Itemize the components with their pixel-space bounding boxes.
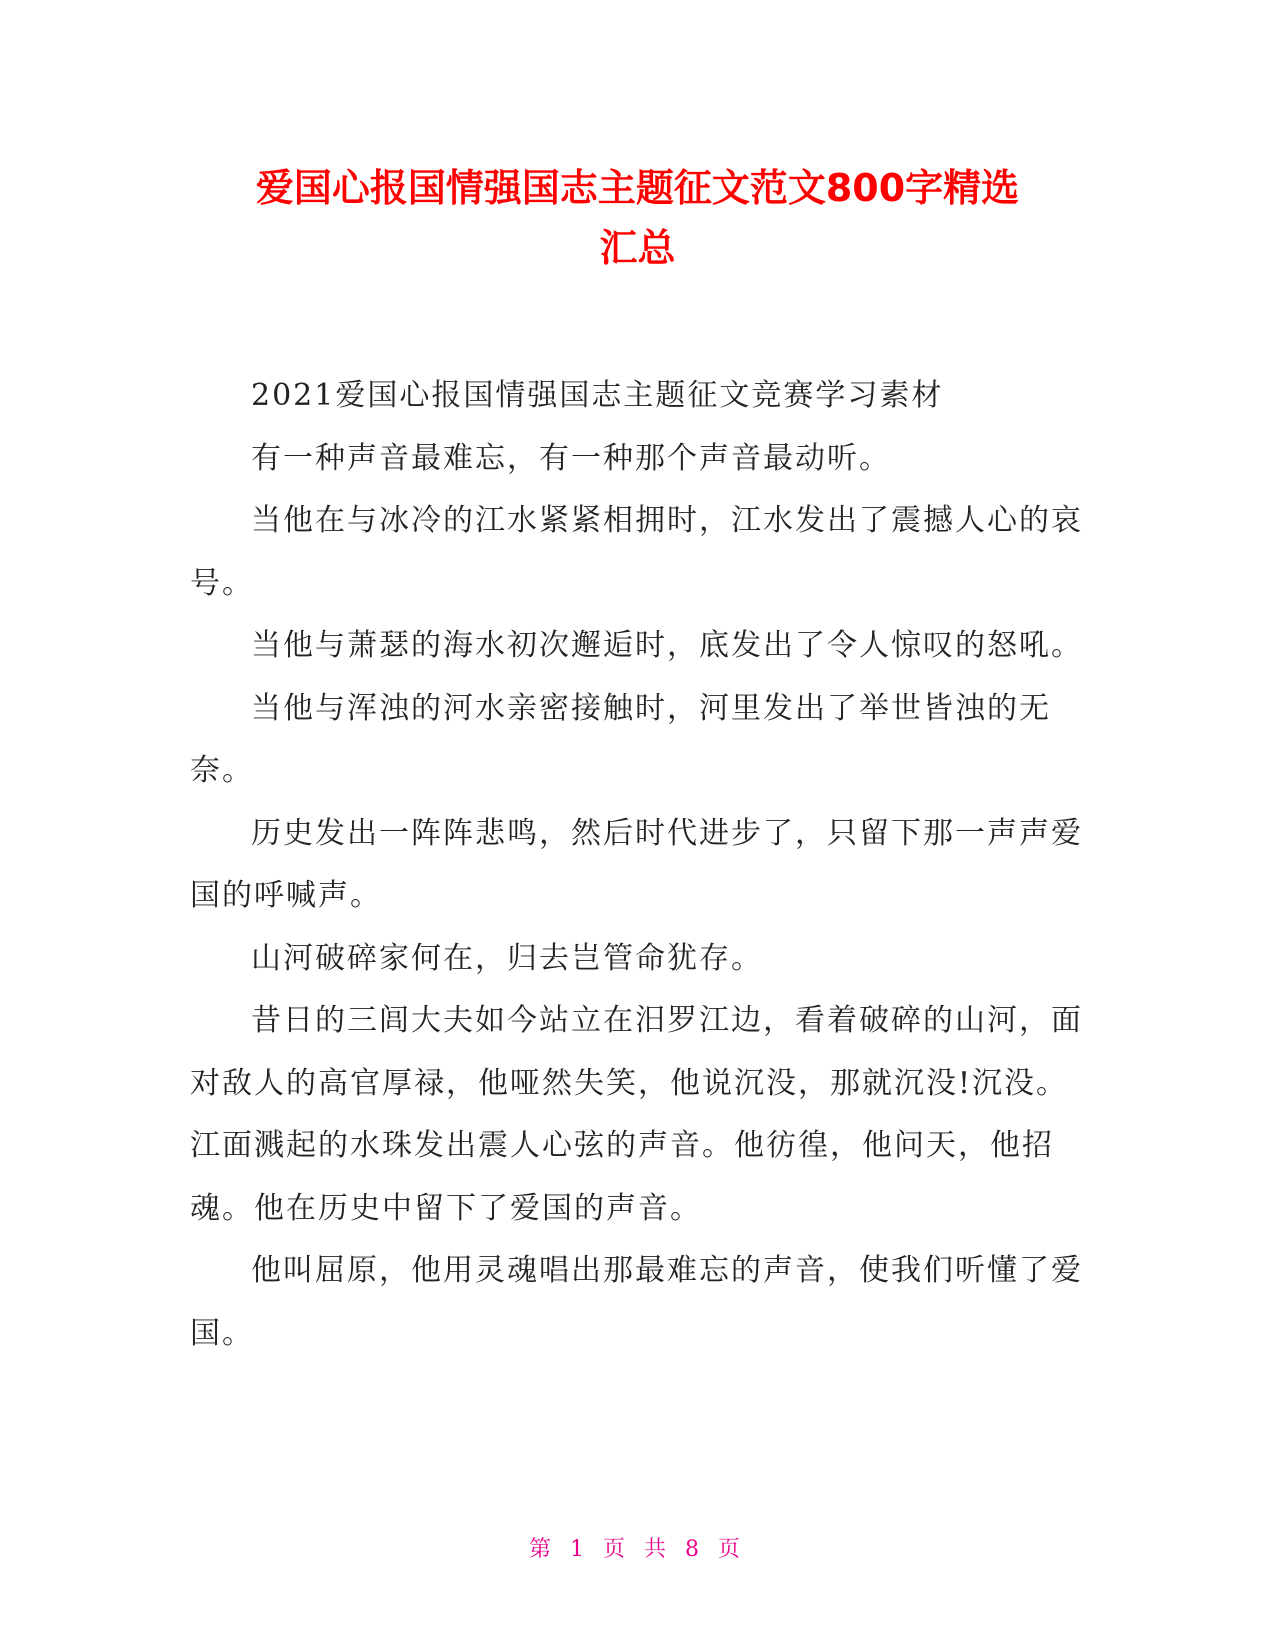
paragraph: 昔日的三闾大夫如今站立在汨罗江边，看着破碎的山河，面对敌人的高官厚禄，他哑然失笑，他说沉没，那就沉没!沉没。江面溅起的水珠发出震人心弦的声音。他彷徨，他问天，他招魂。他在历史中留下了爱国的声音。: [190, 1003, 1083, 1226]
paragraph: 历史发出一阵阵悲鸣，然后时代进步了，只留下那一声声爱国的呼喊声。: [190, 815, 1083, 913]
paragraph: 当他在与冰冷的江水紧紧相拥时，江水发出了震撼人心的哀号。: [190, 503, 1083, 601]
paragraph: 2021爱国心报国情强国志主题征文竞赛学习素材: [251, 378, 944, 413]
paragraph: 当他与萧瑟的海水初次邂逅时，底发出了令人惊叹的怒吼。: [251, 628, 1083, 663]
title-line-1: 爱国心报国情强国志主题征文范文800字精选: [255, 166, 1020, 210]
page-number-footer: 第 1 页 共 8 页: [529, 1537, 746, 1562]
document-title: [150, 158, 1125, 278]
paragraph: 他叫屈原，他用灵魂唱出那最难忘的声音，使我们听懂了爱国。: [190, 1253, 1083, 1351]
paragraph: 山河破碎家何在，归去岂管命犹存。: [251, 940, 763, 976]
title-line-2: 汇总: [599, 226, 676, 270]
document-body: [190, 365, 1085, 1365]
paragraph: 有一种声音最难忘，有一种那个声音最动听。: [251, 440, 891, 476]
paragraph: 当他与浑浊的河水亲密接触时，河里发出了举世皆浊的无奈。: [190, 690, 1051, 788]
